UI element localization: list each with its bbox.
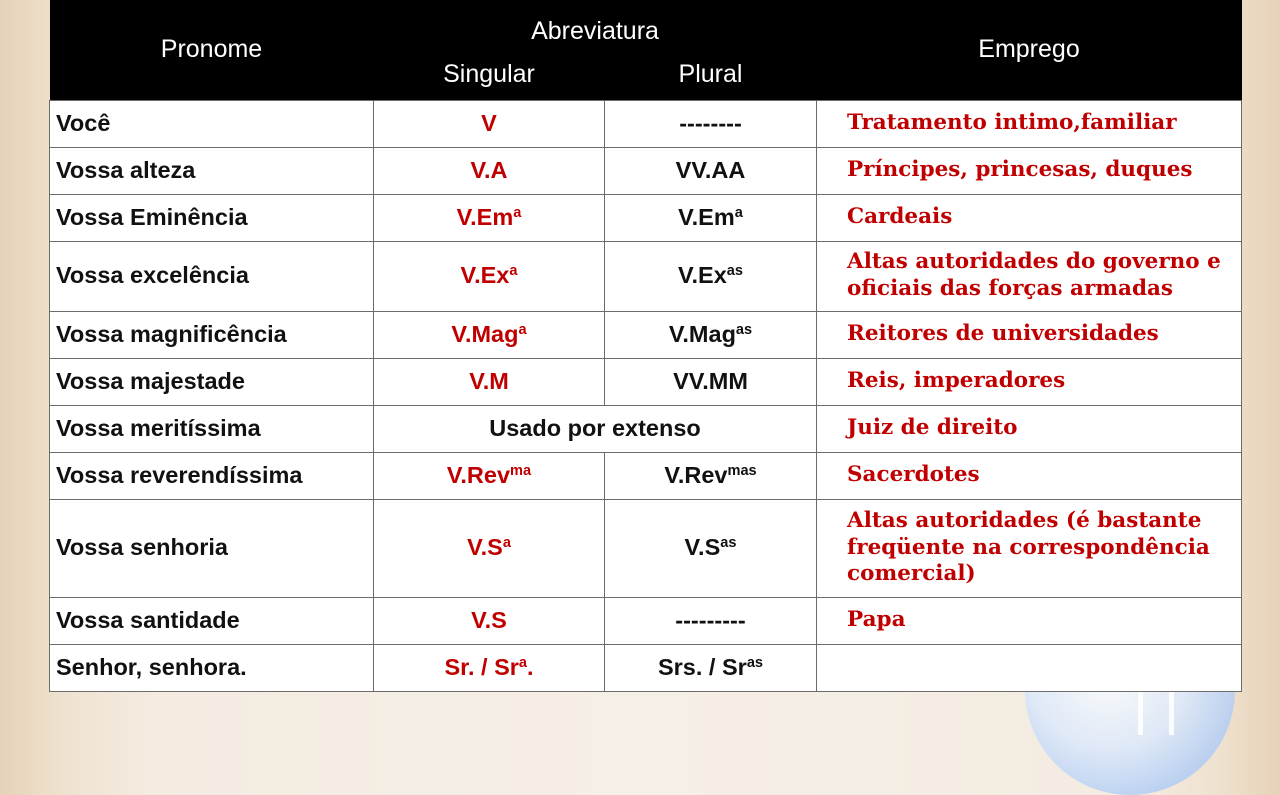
singular-cell-text: V.S bbox=[467, 534, 503, 561]
plural-cell-superscript: as bbox=[726, 263, 743, 280]
table-row bbox=[50, 241, 1242, 311]
emprego-cell: Altas autoridades (é bastante freqüente na correspondência comercial) bbox=[817, 499, 1242, 597]
singular-cell-text: V.Rev bbox=[446, 461, 511, 488]
plural-cell bbox=[605, 644, 817, 691]
abbreviation-merged-cell: Usado por extenso bbox=[374, 405, 817, 452]
header-emprego: Emprego bbox=[817, 0, 1242, 100]
table-row bbox=[50, 499, 1242, 597]
table-row bbox=[50, 405, 1242, 452]
plural-cell-text: V.Ex bbox=[678, 262, 727, 289]
table-row bbox=[50, 147, 1242, 194]
plural-cell bbox=[605, 499, 817, 597]
plural-cell-text: V.Em bbox=[678, 203, 735, 230]
pronome-cell: Você bbox=[50, 100, 374, 147]
singular-cell bbox=[374, 597, 605, 644]
pronome-cell: Vossa Eminência bbox=[50, 194, 374, 241]
plural-cell bbox=[605, 597, 817, 644]
plural-cell bbox=[605, 241, 817, 311]
plural-cell-superscript: as bbox=[720, 535, 737, 552]
singular-cell-superscript: a bbox=[509, 263, 518, 280]
singular-cell bbox=[374, 452, 605, 499]
header-plural: Plural bbox=[605, 50, 817, 100]
plural-cell bbox=[605, 147, 817, 194]
plural-cell-superscript: as bbox=[746, 654, 764, 671]
plural-cell bbox=[605, 452, 817, 499]
plural-cell-text: V.Rev bbox=[664, 461, 728, 488]
plural-cell-text: V.S bbox=[684, 534, 721, 561]
singular-cell-superscript: a bbox=[513, 204, 522, 221]
plural-cell-text: VV.MM bbox=[673, 367, 748, 394]
plural-cell bbox=[605, 100, 817, 147]
table-row bbox=[50, 597, 1242, 644]
singular-cell-superscript: a bbox=[502, 535, 511, 552]
pronome-cell: Vossa meritíssima bbox=[50, 405, 374, 452]
singular-cell-superscript: ma bbox=[510, 462, 532, 479]
emprego-cell bbox=[817, 644, 1242, 691]
singular-cell bbox=[374, 358, 605, 405]
table-row bbox=[50, 358, 1242, 405]
singular-cell-text: Sr. / Sr bbox=[444, 653, 519, 680]
singular-cell-text: V.M bbox=[469, 367, 509, 394]
plural-cell-text: --------- bbox=[675, 606, 746, 633]
singular-cell bbox=[374, 147, 605, 194]
emprego-cell: Juiz de direito bbox=[817, 405, 1242, 452]
table-row bbox=[50, 311, 1242, 358]
header-pronome: Pronome bbox=[50, 0, 374, 100]
plural-cell-superscript: mas bbox=[727, 462, 757, 479]
table-header bbox=[50, 0, 1242, 100]
singular-cell-text: V bbox=[481, 109, 497, 136]
plural-cell bbox=[605, 311, 817, 358]
header-abreviatura: Abreviatura bbox=[374, 0, 817, 50]
singular-cell-superscript: a bbox=[518, 321, 527, 338]
emprego-cell: Reis, imperadores bbox=[817, 358, 1242, 405]
singular-cell bbox=[374, 644, 605, 691]
plural-cell-text: -------- bbox=[679, 109, 742, 136]
emprego-cell: Sacerdotes bbox=[817, 452, 1242, 499]
singular-cell-text: V.Ex bbox=[460, 262, 510, 289]
singular-cell-text: V.A bbox=[470, 156, 508, 183]
plural-cell-text: V.Mag bbox=[668, 320, 736, 347]
pronome-cell: Vossa majestade bbox=[50, 358, 374, 405]
emprego-cell: Cardeais bbox=[817, 194, 1242, 241]
pronome-cell: Vossa senhoria bbox=[50, 499, 374, 597]
header-singular: Singular bbox=[374, 50, 605, 100]
pronome-cell: Vossa magnificência bbox=[50, 311, 374, 358]
emprego-cell: Papa bbox=[817, 597, 1242, 644]
singular-cell-text: V.Mag bbox=[451, 320, 519, 347]
singular-cell bbox=[374, 241, 605, 311]
singular-cell-superscript: a bbox=[518, 654, 528, 671]
plural-cell bbox=[605, 358, 817, 405]
pronome-cell: Senhor, senhora. bbox=[50, 644, 374, 691]
pronouns-table bbox=[49, 0, 1242, 692]
singular-cell bbox=[374, 100, 605, 147]
singular-cell-suffix: . bbox=[527, 653, 534, 680]
singular-cell bbox=[374, 499, 605, 597]
table-row bbox=[50, 194, 1242, 241]
pronome-cell: Vossa reverendíssima bbox=[50, 452, 374, 499]
pronome-cell: Vossa santidade bbox=[50, 597, 374, 644]
table-row bbox=[50, 452, 1242, 499]
singular-cell-text: V.Em bbox=[456, 203, 514, 230]
plural-cell-text: VV.AA bbox=[675, 156, 746, 183]
plural-cell-superscript: as bbox=[735, 321, 753, 338]
table-body bbox=[50, 100, 1242, 691]
emprego-cell: Altas autoridades do governo e oficiais das forças armadas bbox=[817, 241, 1242, 311]
singular-cell-text: V.S bbox=[471, 606, 507, 633]
plural-cell bbox=[605, 194, 817, 241]
emprego-cell: Reitores de universidades bbox=[817, 311, 1242, 358]
pronome-cell: Vossa alteza bbox=[50, 147, 374, 194]
emprego-cell: Príncipes, princesas, duques bbox=[817, 147, 1242, 194]
singular-cell bbox=[374, 311, 605, 358]
table-row bbox=[50, 100, 1242, 147]
plural-cell-text: Srs. / Sr bbox=[657, 653, 747, 680]
table-row bbox=[50, 644, 1242, 691]
pronome-cell: Vossa excelência bbox=[50, 241, 374, 311]
singular-cell bbox=[374, 194, 605, 241]
emprego-cell: Tratamento intimo,familiar bbox=[817, 100, 1242, 147]
plural-cell-superscript: a bbox=[734, 204, 743, 221]
